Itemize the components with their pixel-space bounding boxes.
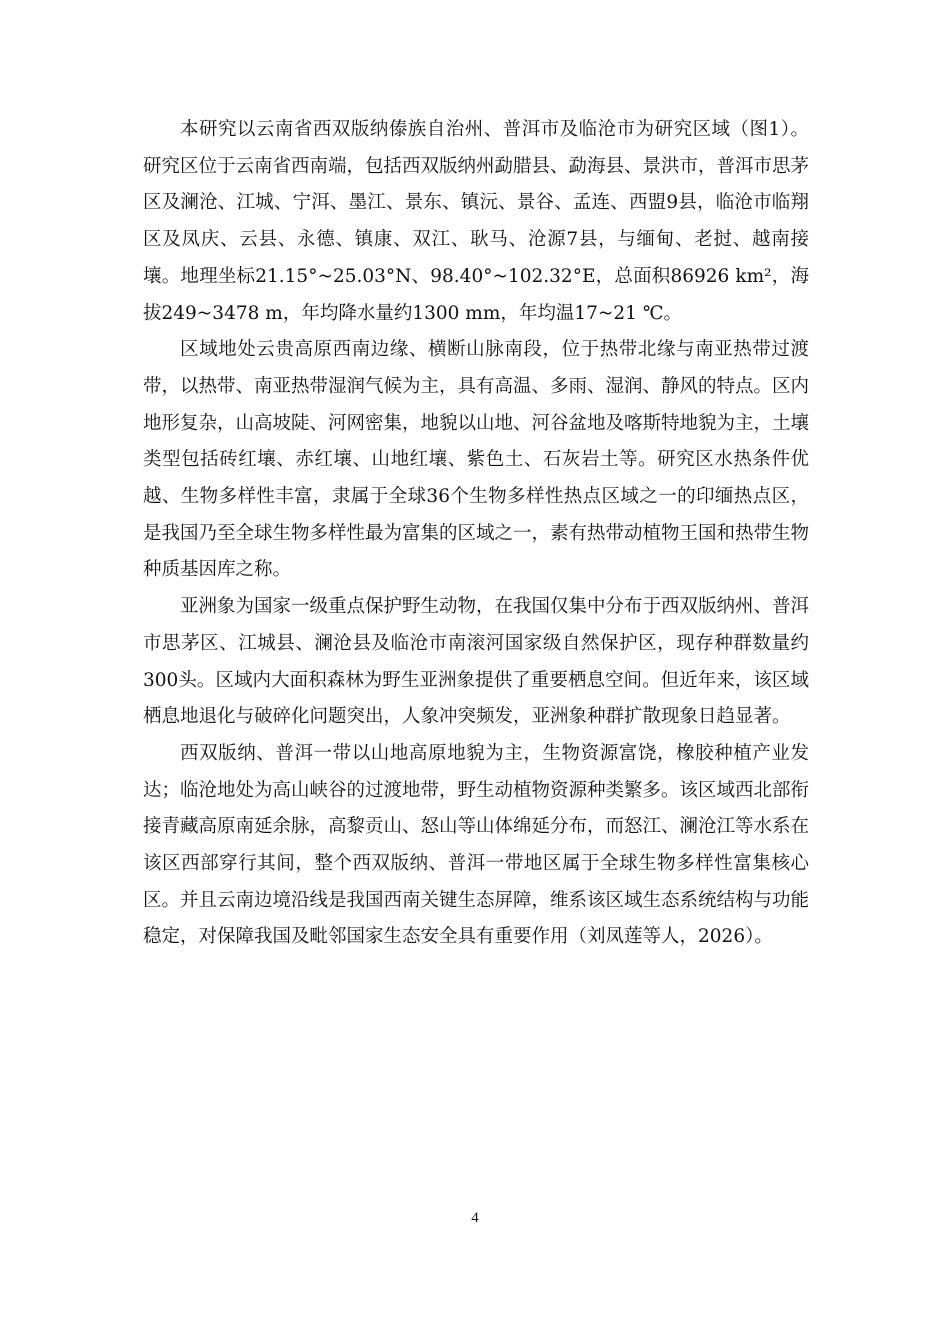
paragraph-climate-terrain: 区域地处云贵高原西南边缘、横断山脉南段，位于热带北缘与南亚热带过渡带，以热带、南亚热带湿润气候为主，具有高温、多雨、湿润、静风的特点。区内地形复杂，山高坡陡、河网密集，地貌以山地、河谷盆地及喀斯特地貌为主，土壤类型包括砖红壤、赤红壤、山地红壤、紫色土、石灰岩土等。研究区水热条件优越、生物多样性丰富，隶属于全球36个生物多样性热点区域之一的印缅热点区，是我国乃至全球生物多样性最为富集的区域之一，素有热带动植物王国和热带生物种质基因库之称。: [143, 339, 810, 581]
page-number: 4: [471, 1210, 479, 1226]
paragraph-study-area: 本研究以云南省西双版纳傣族自治州、普洱市及临沧市为研究区域（图1）。研究区位于云南省西南端，包括西双版纳州勐腊县、勐海县、景洪市，普洱市思茅区及澜沧、江城、宁洱、墨江、景东、镇沅、景谷、孟连、西盟9县，临沧市临翔区及凤庆、云县、永德、镇康、双江、耿马、沧源7县，与缅甸、老挝、越南接壤。地理坐标21.15°~25.03°N、98.40°~102.32°E，总面积86926 km²，海拔249~3478 m，年均降水量约1300 mm，年均温17~21 ℃。: [143, 119, 810, 324]
body-text: [143, 112, 809, 956]
paragraph-regional-ecology: 西双版纳、普洱一带以山地高原地貌为主，生物资源富饶，橡胶种植产业发达；临沧地处为高山峡谷的过渡地带，野生动植物资源种类繁多。该区域西北部衔接青藏高原南延余脉，高黎贡山、怒山等山体绵延分布，而怒江、澜沧江等水系在该区西部穿行其间，整个西双版纳、普洱一带地区属于全球生物多样性富集核心区。并且云南边境沿线是我国西南关键生态屏障，维系该区域生态系统结构与功能稳定，对保障我国及毗邻国家生态安全具有重要作用（刘凤莲等人，2026）。: [143, 742, 810, 948]
paragraph-asian-elephant: 亚洲象为国家一级重点保护野生动物，在我国仅集中分布于西双版纳州、普洱市思茅区、江城县、澜沧县及临沧市南滚河国家级自然保护区，现存种群数量约300头。区域内大面积森林为野生亚洲象提供了重要栖息空间。但近年来，该区域栖息地退化与破碎化问题突出，人象冲突频发，亚洲象种群扩散现象日趋显著。: [143, 596, 810, 728]
